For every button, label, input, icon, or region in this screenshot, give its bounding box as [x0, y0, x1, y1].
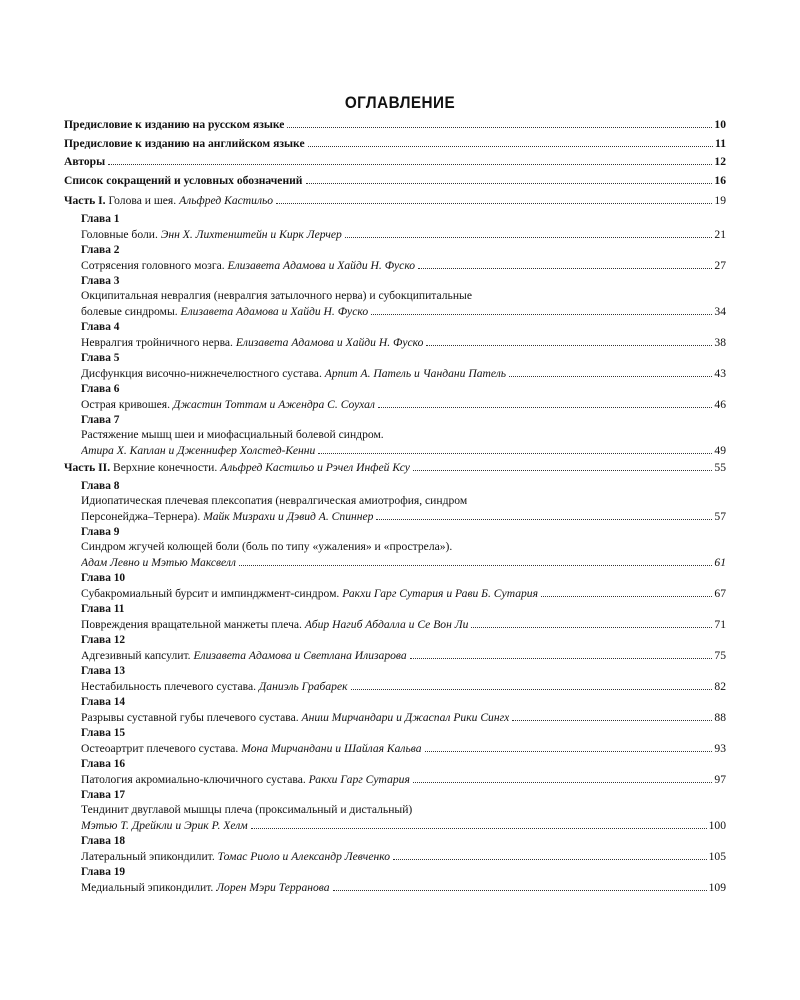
toc-entry-chapter[interactable]: [81, 226, 726, 243]
page-number: 16: [714, 173, 726, 187]
toc-entry-chapter[interactable]: [81, 817, 726, 834]
toc-chapter: [64, 865, 726, 896]
page-number: 93: [714, 742, 726, 755]
entry-title: Нестабильность плечевого сустава. Даниэль Грабарек: [81, 680, 348, 693]
toc-entry-chapter[interactable]: [81, 647, 726, 664]
chapter-label: Глава 4: [81, 321, 120, 333]
dot-leader: [308, 146, 713, 147]
dot-leader: [333, 890, 707, 891]
chapter-authors: Томас Риоло и Александр Левченко: [217, 850, 390, 863]
dot-leader: [376, 519, 712, 520]
chapter-label: Глава 7: [81, 414, 120, 426]
chapter-authors: Елизавета Адамова и Хайди Н. Фуско: [235, 336, 424, 349]
toc-entry-chapter[interactable]: [81, 508, 726, 525]
entry-title: Предисловие к изданию на английском языке: [64, 136, 305, 150]
entry-title: болевые синдромы. Елизавета Адамова и Хайди Н. Фуско: [81, 305, 369, 318]
toc-chapter: [64, 274, 726, 320]
chapter-authors: Даниэль Грабарек: [258, 680, 348, 693]
entry-title: Часть II. Верхние конечности. Альфред Кастильо и Рэчел Инфей Ксу: [64, 461, 410, 474]
chapter-label: Глава 19: [81, 866, 126, 878]
toc-entry-part[interactable]: [64, 461, 726, 479]
toc-chapter: [64, 243, 726, 274]
page-number: 12: [714, 155, 726, 168]
page-number: 100: [708, 819, 726, 832]
page-number: 71: [714, 618, 726, 631]
toc-chapter: [64, 726, 726, 757]
chapter-authors: Аниш Мирчандари и Джаспал Рики Сингх: [301, 711, 510, 724]
dot-leader: [371, 314, 712, 315]
chapter-authors: Елизавета Адамова и Хайди Н. Фуско: [227, 259, 416, 272]
dot-leader: [426, 345, 712, 346]
entry-title: Латеральный эпикондилит. Томас Риоло и Александр Левченко: [81, 850, 390, 863]
chapter-authors: Арпит А. Патель и Чандани Патель: [324, 367, 507, 380]
page-number: 21: [714, 228, 726, 241]
toc-chapter: [64, 571, 726, 602]
part-label: Часть I.: [64, 194, 109, 207]
chapter-authors: Елизавета Адамова и Хайди Н. Фуско: [180, 305, 369, 318]
entry-title: Адгезивный капсулит. Елизавета Адамова и Светлана Илизарова: [81, 649, 407, 662]
dot-leader: [413, 470, 712, 471]
chapter-authors: Лорен Мэри Терранова: [216, 881, 330, 894]
page-title: ОГЛАВЛЕНИЕ: [344, 93, 456, 112]
page-number: 43: [714, 367, 726, 380]
chapter-authors: Ракхи Гарг Сутария: [308, 773, 410, 786]
entry-title: Субакромиальный бурсит и импинджмент-синдром. Ракхи Гарг Сутария и Рави Б. Сутария: [81, 587, 538, 600]
toc-entry-front[interactable]: [64, 118, 726, 137]
page-number: 97: [714, 773, 726, 786]
page-number: 55: [714, 461, 726, 474]
page-number: 88: [714, 711, 726, 724]
toc-entry-chapter[interactable]: [81, 678, 726, 695]
entry-title: Предисловие к изданию на русском языке: [64, 118, 285, 131]
table-of-contents: [64, 118, 726, 896]
toc-chapter: [64, 757, 726, 788]
toc-entry-chapter[interactable]: [81, 848, 726, 865]
entry-title: Острая кривошея. Джастин Тоттам и Ажендра С. Соухал: [81, 398, 375, 411]
chapter-authors: Ракхи Гарг Сутария и Рави Б. Сутария: [342, 587, 538, 600]
entry-title: Остеоартрит плечевого сустава. Мона Мирчандани и Шайлая Кальва: [81, 742, 422, 755]
chapter-label: Глава 16: [81, 758, 126, 770]
entry-title: [81, 817, 248, 834]
dot-leader: [276, 203, 712, 204]
chapter-title-line: Тендинит двуглавой мышцы плеча (проксимальный и дистальный): [81, 803, 413, 816]
dot-leader: [413, 782, 713, 783]
page-number: 46: [714, 398, 726, 411]
dot-leader: [418, 268, 712, 269]
dot-leader: [378, 407, 712, 408]
page-number: 10: [714, 118, 726, 131]
chapter-label: Глава 14: [81, 696, 126, 708]
chapter-authors: Джастин Тоттам и Ажендра С. Соухал: [172, 398, 375, 411]
dot-leader: [239, 565, 712, 566]
chapter-label: Глава 17: [81, 789, 126, 801]
toc-entry-chapter[interactable]: [81, 396, 726, 413]
toc-entry-front[interactable]: [64, 174, 726, 193]
toc-chapter: [64, 834, 726, 865]
toc-entry-chapter[interactable]: [81, 334, 726, 351]
dot-leader: [410, 658, 713, 659]
chapter-title-line: Растяжение мышц шеи и миофасциальный болевой синдром.: [81, 428, 384, 441]
toc-chapter: [64, 351, 726, 382]
chapter-authors: Абир Нагиб Абдалла и Се Вон Ли: [304, 618, 469, 631]
entry-title: Патология акромиально-ключичного сустава. Ракхи Гарг Сутария: [81, 773, 410, 786]
chapter-title-line: Идиопатическая плечевая плексопатия (невралгическая амиотрофия, синдром: [81, 494, 468, 507]
toc-entry-chapter[interactable]: [81, 709, 726, 726]
chapter-label: Глава 10: [81, 572, 126, 584]
toc-chapter: [64, 382, 726, 413]
entry-title: Невралгия тройничного нерва. Елизавета Адамова и Хайди Н. Фуско: [81, 336, 424, 349]
toc-entry-chapter[interactable]: [81, 257, 726, 274]
toc-chapter: [64, 695, 726, 726]
toc-entry-chapter[interactable]: [81, 879, 726, 896]
entry-title: Головные боли. Энн Х. Лихтенштейн и Кирк Лерчер: [81, 228, 342, 241]
page-number: 34: [714, 305, 726, 318]
page-number: 109: [708, 881, 726, 894]
chapter-label: Глава 9: [81, 526, 120, 538]
page-number: 38: [714, 336, 726, 349]
dot-leader: [509, 376, 712, 377]
chapter-label: Глава 15: [81, 727, 126, 739]
entry-title: Список сокращений и условных обозначений: [64, 173, 303, 187]
chapter-label: Глава 18: [81, 835, 126, 847]
toc-entry-chapter[interactable]: [81, 554, 726, 571]
dot-leader: [108, 164, 712, 165]
chapter-title-line: Синдром жгучей колющей боли (боль по типу «ужаления» и «прострела»).: [81, 540, 453, 553]
part-authors: Альфред Кастильо: [179, 194, 274, 207]
chapter-label: Глава 6: [81, 383, 120, 395]
chapter-label: Глава 2: [81, 244, 120, 256]
entry-title: [81, 442, 315, 459]
chapter-authors: Майк Мизрахи и Дэвид А. Спиннер: [203, 510, 374, 523]
toc-entry-chapter[interactable]: [81, 771, 726, 788]
page-number: 19: [714, 194, 726, 207]
dot-leader: [425, 751, 713, 752]
chapter-authors: Елизавета Адамова и Светлана Илизарова: [193, 649, 407, 662]
toc-entry-chapter[interactable]: [81, 303, 726, 320]
entry-title: Часть I. Голова и шея. Альфред Кастильо: [64, 194, 274, 207]
toc-chapter: [64, 525, 726, 571]
toc-chapter: [64, 788, 726, 834]
chapter-label: Глава 12: [81, 634, 126, 646]
chapter-label: Глава 8: [81, 480, 120, 492]
dot-leader: [251, 828, 707, 829]
entry-title: [81, 554, 236, 571]
chapter-authors: Мона Мирчандани и Шайлая Кальва: [241, 742, 422, 755]
toc-entry-front[interactable]: [64, 137, 726, 156]
dot-leader: [471, 627, 712, 628]
dot-leader: [287, 127, 712, 128]
chapter-label: Глава 13: [81, 665, 126, 677]
chapter-label: Глава 11: [81, 603, 125, 615]
entry-title: Медиальный эпикондилит. Лорен Мэри Терранова: [81, 881, 330, 894]
entry-title: Дисфункция височно-нижнечелюстного сустава. Арпит А. Патель и Чандани Патель: [81, 367, 507, 380]
toc-chapter: [64, 320, 726, 351]
entry-title: Авторы: [64, 155, 106, 168]
chapter-authors: Мэтью Т. Дрейкли и Эрик Р. Хелм: [81, 819, 248, 832]
toc-entry-part[interactable]: [64, 194, 726, 212]
chapter-authors: Адам Левно и Мэтью Максвелл: [81, 556, 236, 569]
toc-chapter: [64, 602, 726, 633]
chapter-label: Глава 1: [81, 213, 120, 225]
toc-chapter: [64, 413, 726, 459]
toc-chapter: [64, 633, 726, 664]
page-number: 67: [714, 587, 726, 600]
toc-chapter: [64, 479, 726, 525]
toc-chapter: [64, 664, 726, 695]
entry-title: Повреждения вращательной манжеты плеча. Абир Нагиб Абдалла и Се Вон Ли: [81, 618, 469, 631]
toc-entry-front[interactable]: [64, 155, 726, 174]
dot-leader: [512, 720, 712, 721]
chapter-label: Глава 3: [81, 275, 120, 287]
page-number: 11: [715, 136, 726, 150]
dot-leader: [318, 453, 712, 454]
entry-title: Разрывы суставной губы плечевого сустава. Аниш Мирчандари и Джаспал Рики Сингх: [81, 711, 510, 724]
part-label: Часть II.: [64, 461, 113, 474]
dot-leader: [351, 689, 713, 690]
page-number: 82: [714, 680, 726, 693]
page-number: 61: [714, 556, 726, 569]
page-number: 27: [714, 259, 726, 272]
chapter-title-line: Окципитальная невралгия (невралгия затылочного нерва) и субокципитальные: [81, 289, 472, 302]
toc-entry-chapter[interactable]: [81, 442, 726, 459]
page-number: 49: [714, 444, 726, 457]
toc-entry-chapter[interactable]: [81, 616, 726, 633]
entry-title: Персонейджа–Тернера). Майк Мизрахи и Дэвид А. Спиннер: [81, 510, 374, 523]
toc-entry-chapter[interactable]: [81, 740, 726, 757]
dot-leader: [345, 237, 713, 238]
dot-leader: [541, 596, 712, 597]
page-number: 105: [708, 850, 726, 863]
toc-entry-chapter[interactable]: [81, 585, 726, 602]
entry-title: Сотрясения головного мозга. Елизавета Адамова и Хайди Н. Фуско: [81, 259, 416, 272]
toc-chapter: [64, 212, 726, 243]
dot-leader: [393, 859, 707, 860]
page-number: 57: [714, 510, 726, 523]
part-authors: Альфред Кастильо и Рэчел Инфей Ксу: [220, 461, 410, 474]
chapter-authors: Атира Х. Каплан и Дженнифер Холстед-Кенни: [81, 444, 316, 457]
toc-entry-chapter[interactable]: [81, 365, 726, 382]
chapter-authors: Энн Х. Лихтенштейн и Кирк Лерчер: [160, 228, 342, 241]
dot-leader: [306, 183, 713, 184]
chapter-label: Глава 5: [81, 352, 120, 364]
page-number: 75: [714, 649, 726, 662]
